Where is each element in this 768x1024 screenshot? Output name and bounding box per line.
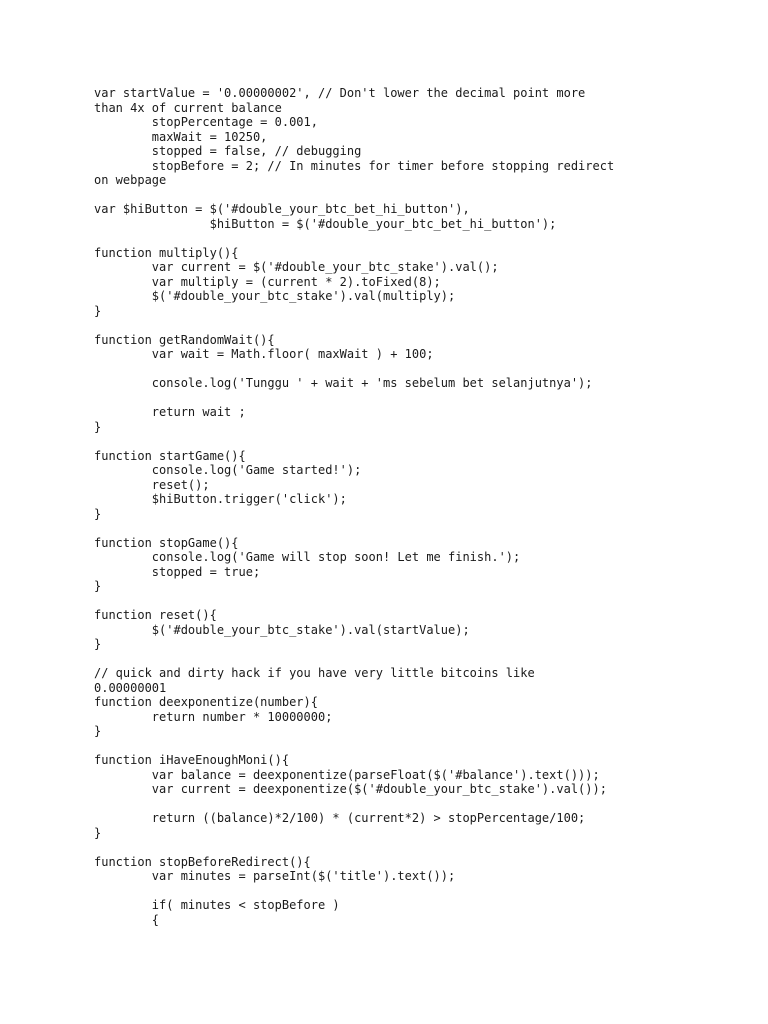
- code-line: var startValue = '0.00000002', // Don't lower the decimal point more: [94, 86, 586, 100]
- code-line: if( minutes < stopBefore ): [94, 898, 340, 912]
- code-line: function iHaveEnoughMoni(){: [94, 753, 290, 767]
- code-line: }: [94, 579, 102, 593]
- code-line: function deexponentize(number){: [94, 695, 318, 709]
- code-line: $hiButton = $('#double_your_btc_bet_hi_button');: [94, 216, 557, 231]
- code-line: return number * 10000000;: [94, 709, 333, 724]
- code-line: on webpage: [94, 173, 167, 187]
- code-line: [94, 231, 754, 246]
- code-line: [94, 884, 754, 899]
- code-line: function multiply(){: [94, 245, 239, 260]
- code-line: console.log('Game will stop soon! Let me finish.');: [94, 550, 521, 564]
- code-line: function stopGame(){: [94, 535, 239, 550]
- code-line: var current = $('#double_your_btc_stake').val();: [94, 260, 499, 274]
- code-line: var current = deexponentize($('#double_your_btc_stake').val());: [94, 782, 607, 796]
- code-line: $('#double_your_btc_stake').val(multiply);: [94, 289, 456, 303]
- code-line: var $hiButton = $('#double_your_btc_bet_hi_button'),: [94, 202, 470, 216]
- code-line: $('#double_your_btc_stake').val(startValue);: [94, 622, 470, 637]
- code-line: stopPercentage = 0.001,: [94, 115, 318, 129]
- code-line: stopped = true;: [94, 564, 261, 579]
- code-line: $hiButton.trigger('click');: [94, 492, 347, 506]
- code-line: }: [94, 637, 102, 651]
- code-line: [94, 840, 754, 855]
- code-line: // quick and dirty hack if you have very little bitcoins like: [94, 666, 535, 680]
- code-line: [94, 594, 754, 609]
- code-line: }: [94, 724, 102, 738]
- code-line: [94, 797, 754, 812]
- code-line: [94, 652, 754, 667]
- code-line: var wait = Math.floor( maxWait ) + 100;: [94, 347, 434, 361]
- code-line: [94, 188, 754, 203]
- code-line: var balance = deexponentize(parseFloat($('#balance').text()));: [94, 767, 600, 782]
- code-line: }: [94, 506, 102, 521]
- code-line: [94, 318, 754, 333]
- code-line: 0.00000001: [94, 680, 167, 695]
- code-line: var multiply = (current * 2).toFixed(8);: [94, 274, 441, 289]
- code-line: stopped = false, // debugging: [94, 144, 362, 158]
- code-line: function stopBeforeRedirect(){: [94, 854, 311, 869]
- code-line: function reset(){: [94, 608, 217, 622]
- code-line: [94, 362, 754, 377]
- code-line: reset();: [94, 477, 210, 492]
- code-line: [94, 391, 754, 406]
- code-line: var minutes = parseInt($('title').text());: [94, 869, 456, 883]
- code-listing: [94, 86, 754, 927]
- code-line: stopBefore = 2; // In minutes for timer before stopping redirect: [94, 158, 615, 173]
- code-line: function startGame(){: [94, 448, 246, 463]
- code-line: function getRandomWait(){: [94, 332, 275, 347]
- code-line: [94, 434, 754, 449]
- code-line: than 4x of current balance: [94, 100, 282, 115]
- code-line: [94, 521, 754, 536]
- code-line: }: [94, 825, 102, 840]
- code-line: return wait ;: [94, 405, 246, 419]
- code-line: maxWait = 10250,: [94, 129, 268, 144]
- code-line: }: [94, 419, 102, 434]
- code-line: return ((balance)*2/100) * (current*2) > stopPercentage/100;: [94, 811, 586, 825]
- code-line: console.log('Tunggu ' + wait + 'ms sebelum bet selanjutnya');: [94, 376, 593, 390]
- code-line: console.log('Game started!');: [94, 463, 362, 477]
- code-line: }: [94, 303, 102, 318]
- code-line: [94, 739, 754, 754]
- code-line: {: [94, 912, 160, 927]
